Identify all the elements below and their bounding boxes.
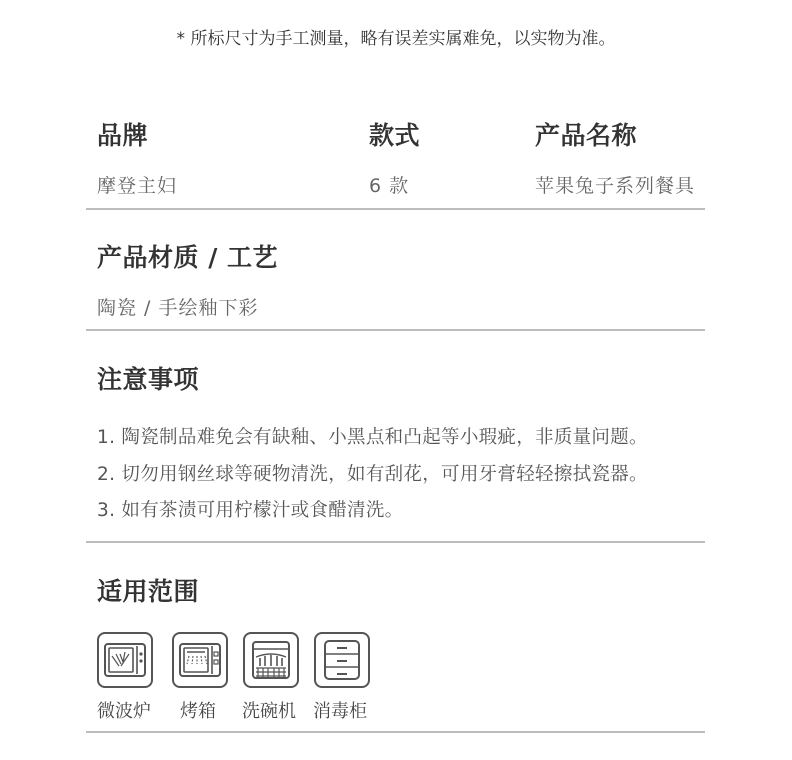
spec-style-label: 款式: [369, 121, 421, 150]
usage-label-sterilizer: 消毒柜: [313, 701, 367, 722]
spec-brand-value: 摩登主妇: [97, 175, 178, 197]
spec-product-name-value: 苹果兔子系列餐具: [535, 175, 696, 197]
divider: [86, 541, 705, 543]
usage-title: 适用范围: [97, 577, 200, 606]
usage-label-microwave: 微波炉: [97, 701, 151, 722]
notes-item: 1. 陶瓷制品难免会有缺釉、小黑点和凸起等小瑕疵，非质量问题。: [97, 427, 648, 448]
dishwasher-icon: [243, 632, 299, 688]
divider: [86, 329, 705, 331]
spec-style: [369, 116, 420, 198]
microwave-icon: [97, 632, 153, 688]
spec-style-value: 6 款: [369, 175, 410, 197]
material-section: [97, 238, 278, 320]
notes-item: 3. 如有茶渍可用柠檬汁或食醋清洗。: [97, 500, 404, 521]
divider: [86, 731, 705, 733]
spec-brand: [97, 116, 177, 198]
spec-product-name: [535, 116, 695, 198]
measurement-note: * 所标尺寸为手工测量，略有误差实属难免，以实物为准。: [176, 29, 616, 49]
sterilizer-cabinet-icon: [314, 632, 370, 688]
material-label: 产品材质 / 工艺: [97, 243, 279, 272]
usage-label-oven: 烤箱: [180, 701, 216, 722]
oven-icon: [172, 632, 228, 688]
notes-item: 2. 切勿用钢丝球等硬物清洗，如有刮花，可用牙膏轻轻擦拭瓷器。: [97, 464, 648, 485]
material-value: 陶瓷 / 手绘釉下彩: [97, 297, 259, 319]
spec-product-name-label: 产品名称: [535, 121, 638, 150]
usage-label-dishwasher: 洗碗机: [242, 701, 296, 722]
notes-title: 注意事项: [97, 365, 200, 394]
divider: [86, 208, 705, 210]
spec-brand-label: 品牌: [97, 121, 149, 150]
